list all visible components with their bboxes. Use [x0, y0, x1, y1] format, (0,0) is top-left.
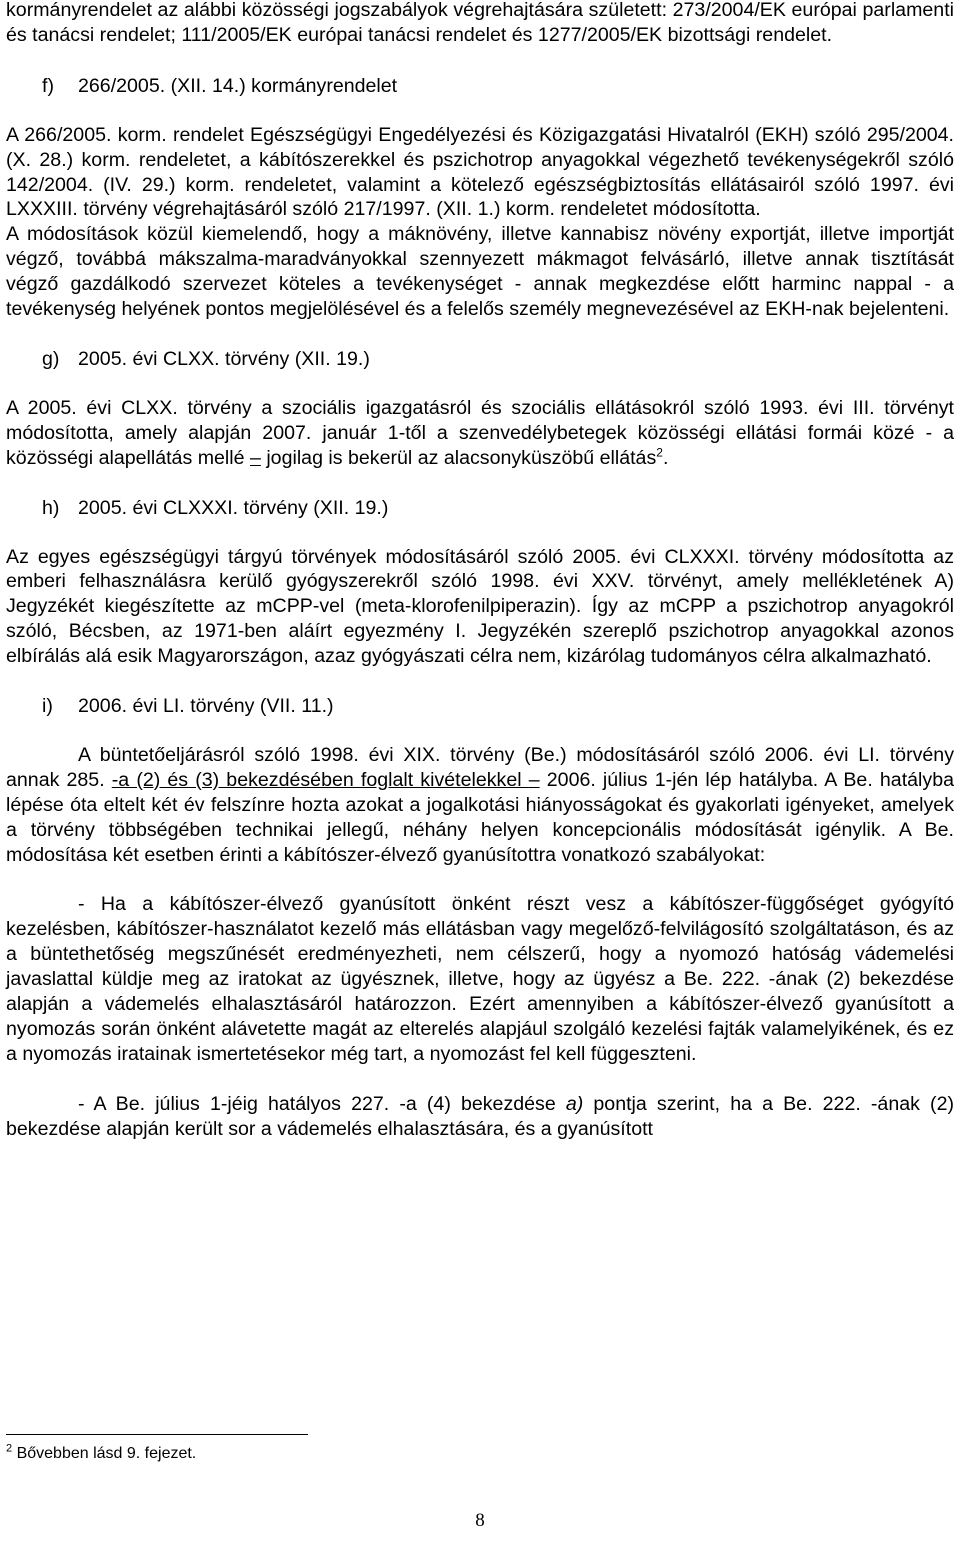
- paragraph-i-bullet2: [6, 1092, 954, 1142]
- i-bullet2-part-d: -ának (2) bekezdése alapján került sor a vádemelés elhalasztására, és a gyanúsított: [6, 1092, 954, 1140]
- footnote-ref: 2: [656, 445, 663, 460]
- i-bullet2-part-b: -a (4) bekezdése: [399, 1092, 566, 1115]
- i-bullet2-part-c: pontja szerint, ha a Be. 222.: [583, 1092, 871, 1115]
- heading-h-title: 2005. évi CLXXXI. törvény (XII. 19.): [78, 496, 389, 519]
- i-bullet1-part-b: -ának (2) bekezdése alapján a vádemelés elhalasztásáról határozzon. Ezért amennyiben a kábítószer-élvező gyanúsított a nyomozás során önként alávetette magát az elterelés alapjául szolgáló kezelési fajták valamelyikének, és ez a nyomozás iratainak ismertetésekor még tart, a nyomozást fel kell függeszteni.: [6, 968, 955, 1065]
- i-body-part-b: -a (2) és (3) bekezdésében foglalt kivételekkel: [111, 768, 529, 791]
- g-body-end: .: [662, 446, 669, 469]
- g-body-part-b: jogilag is bekerül az alacsonyküszöbű ellátás: [260, 446, 657, 469]
- heading-i-label: i): [42, 695, 53, 718]
- g-body-part-a: A 2005. évi CLXX. törvény a szociális igazgatásról és szociális ellátásokról szóló 1993. évi III. törvényt módosította, amely alapján 2007. január 1-től a szenvedélybetegek közösségi ellátási formái közé - a közösségi alapellátás mellé: [6, 396, 954, 469]
- heading-h: [6, 496, 954, 521]
- footnote-mark: 2: [6, 1442, 13, 1455]
- heading-h-label: h): [42, 496, 60, 519]
- heading-g: [6, 347, 954, 372]
- i-body-dash: –: [528, 768, 540, 791]
- heading-f: [6, 74, 954, 99]
- paragraph-h-body: Az egyes egészségügyi tárgyú törvények módosításáról szóló 2005. évi CLXXXI. törvény módosította az emberi felhasználásra kerülő gyógyszerekről szóló 1998. évi XXV. törvényt, amely mellékletének A) Jegyzékét kiegészítette az mCPP-vel (meta-klorofenilpiperazin). Így az mCPP a pszichotrop anyagokról szóló, Bécsben, az 1971-ben aláírt egyezmény I. Jegyzékén szereplő pszichotrop anyagokkal azonos elbírálás alá esik Magyarországon, azaz gyógyászati célra nem, kizárólag tudományos célra alkalmazható.: [6, 545, 954, 668]
- i-bullet1-part-a: - Ha a kábítószer-élvező gyanúsított önként részt vesz a kábítószer-függőséget gyógyító kezelésben, kábítószer-használatot kezelő más ellátásban vagy megelőző-felvilágosító szolgáltatáson, és az a büntethetőség megszűnését eredményezheti, nem célszerű, hogy a nyomozó hatóság vádemelési javaslattal küldje meg az iratokat az ügyésznek, illetve, hogy az ügyész a Be. 222.: [6, 893, 954, 991]
- paragraph-f-body1: A 266/2005. korm. rendelet Egészségügyi Engedélyezési és Közigazgatási Hivatalról (EKH) szóló 295/2004. (X. 28.) korm. rendeletet, a kábítószerekkel és pszichotrop anyagokkal végezhető tevékenységekről szóló 142/2004. (IV. 29.) korm. rendeletet, valamint a kötelező egészségbiztosítás ellátásairól szóló 1997. évi LXXXIII. törvény végrehajtásáról szóló 217/1997. (XII. 1.) korm. rendeletet módosította.: [6, 123, 954, 221]
- footnote-text: Bővebben lásd 9. fejezet.: [12, 1445, 197, 1462]
- paragraph-intro: kormányrendelet az alábbi közösségi jogszabályok végrehajtására született: 273/2004/EK európai parlamenti és tanácsi rendelet; 111/2005/EK európai tanácsi rendelet és 1277/2005/EK bizottsági rendelet.: [6, 0, 954, 46]
- i-body-part-a: A büntetőeljárásról szóló 1998. évi XIX. törvény (Be.) módosításáról szóló 2006. évi LI. törvény annak 285.: [6, 743, 954, 791]
- heading-f-title: 266/2005. (XII. 14.) kormányrendelet: [78, 74, 398, 97]
- heading-f-label: f): [42, 74, 54, 97]
- i-body-part-c: 2006. július 1-jén lép hatályba. A Be. hatályba lépése óta eltelt két év felszínre hozta azokat a jogalkotási hiányosságokat és gyakorlati igényeket, amelyek a törvény többségében technikai jellegű, néhány helyen koncepcionális módosítását igénylik. A Be. módosítása két esetben érinti a kábítószer-élvező gyanúsítottra vonatkozó szabályokat:: [6, 768, 954, 866]
- heading-g-label: g): [42, 347, 60, 370]
- heading-g-title: 2005. évi CLXX. törvény (XII. 19.): [78, 347, 370, 370]
- heading-i-title: 2006. évi LI. törvény (VII. 11.): [78, 695, 334, 718]
- document-page: [6, 0, 954, 1142]
- heading-i: [6, 694, 954, 719]
- footnote: [6, 1444, 196, 1464]
- footnote-separator: [6, 1434, 308, 1435]
- i-bullet2-part-a: - A Be. július 1-jéig hatályos 227.: [78, 1092, 400, 1115]
- g-body-dash: –: [249, 446, 261, 469]
- paragraph-i-body: [6, 743, 954, 868]
- paragraph-f-body2: A módosítások közül kiemelendő, hogy a máknövény, illetve kannabisz növény exportját, illetve importját végző, továbbá mákszalma-maradványokkal szennyezett mákmagot felvásárló, illetve annak tisztítását végző gazdálkodó szervezet köteles a tevékenységet - annak megkezdése előtt harminc nappal - a tevékenység helyének pontos megjelölésével és a felelős személy megnevezésével az EKH-nak bejelenteni.: [6, 223, 954, 321]
- i-bullet2-emphasis: a): [565, 1092, 584, 1115]
- page-number: 8: [475, 1510, 485, 1531]
- paragraph-i-bullet1: [6, 892, 954, 1066]
- paragraph-g-body: [6, 396, 954, 471]
